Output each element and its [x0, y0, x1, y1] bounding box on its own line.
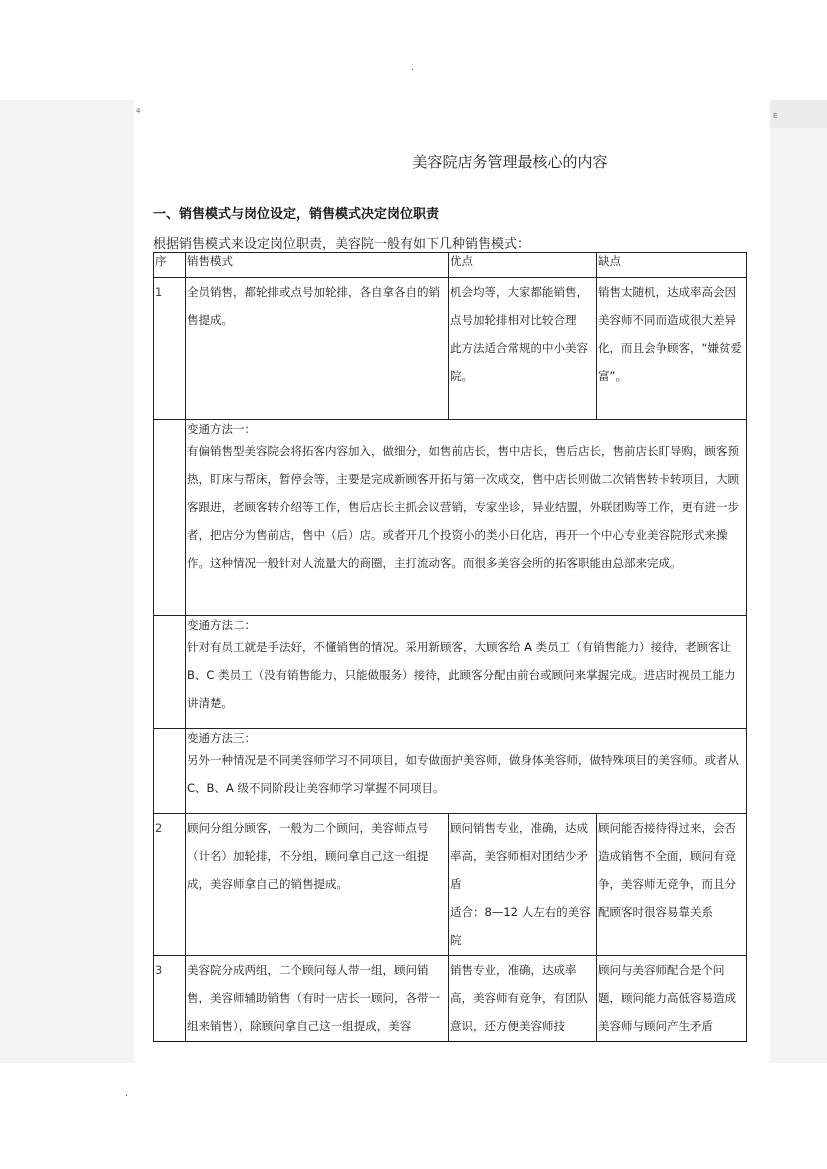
- variant-body: 针对有员工就是手法好，不懂销售的情况。采用新顾客，大顾客给 A 类员工（有销售能力）接待，老顾客让 B、C 类员工（没有销售能力，只能做服务）接待，此顾客分配由前台或顾问来掌握完成。进店时视员工能力讲清楚。: [187, 640, 736, 710]
- pros-line: 此方法适合常规的中小美容院。: [450, 341, 588, 383]
- row-sales-mode: 全员销售，都轮排或点号加轮排，各自拿各自的销售提成。: [186, 278, 449, 420]
- variant-row: [154, 420, 747, 616]
- row-pros: [449, 278, 597, 420]
- pros-line: 机会均等，大家都能销售，点号加轮排相对比较合理: [450, 285, 588, 327]
- document-title: 美容院店务管理最核心的内容: [412, 153, 608, 171]
- pros-line: 销售专业，准确，达成率高，美容师有竞争，有团队意识，还方便美容师技: [450, 963, 588, 1033]
- table-header-row: [154, 253, 747, 278]
- variant-row: [154, 616, 747, 729]
- row-serial-empty: [154, 420, 186, 616]
- table-row: [154, 956, 747, 1042]
- row-serial-empty: [154, 616, 186, 729]
- row-pros: [449, 956, 597, 1042]
- variant-title: 变通方法三：: [187, 731, 256, 745]
- table-row: [154, 814, 747, 956]
- sales-mode-table: [153, 252, 747, 1042]
- header-pros: 优点: [449, 253, 597, 278]
- pros-line: 顾问销售专业，准确，达成率高，美容师相对团结少矛盾: [450, 821, 588, 891]
- left-header-marker: 4: [136, 107, 141, 115]
- header-serial: 序: [154, 253, 186, 278]
- row-pros: [449, 814, 597, 956]
- row-serial: 3: [154, 956, 186, 1042]
- pros-line: 适合：8—12 人左右的美容院: [450, 905, 591, 947]
- variant-cell: [186, 616, 747, 729]
- left-margin-band: [0, 100, 134, 1063]
- right-header-tab: [770, 100, 827, 128]
- row-serial-empty: [154, 729, 186, 814]
- variant-body: 另外一种情况是不同美容师学习不同项目，如专做面护美容师，做身体美容师，做特殊项目的美容师。或者从 C、B、A 级不同阶段让美容师学习掌握不同项目。: [187, 753, 739, 795]
- top-dot: .: [411, 63, 414, 73]
- section-heading: 一、销售模式与岗位设定，销售模式决定岗位职责: [153, 207, 440, 222]
- row-cons: 顾问与美容师配合是个问题，顾问能力高低容易造成美容师与顾问产生矛盾: [597, 956, 747, 1042]
- variant-cell: [186, 420, 747, 616]
- header-cons: 缺点: [597, 253, 747, 278]
- variant-row: [154, 729, 747, 814]
- variant-body: 有偏销售型美容院会将拓客内容加入，做细分，如售前店长，售中店长，售后店长，售前店长盯导购，顾客预热，盯床与帮床，暂停会等，主要是完成新顾客开拓与第一次成交，售中店长则做二次销售转卡转项目，大顾客跟进，老顾客转介绍等工作，售后店长主抓会议营销，专家坐诊，异业结盟，外联团购等工作，更有进一步者，把店分为售前店，售中（后）店。或者开几个投资小的类小日化店，再开一个中心专业美容院形式来操作。这种情况一般针对人流量大的商圈，主打流动客。而很多美容会所的拓客职能由总部来完成。: [187, 444, 739, 570]
- row-serial: 2: [154, 814, 186, 956]
- row-cons: 销售太随机，达成率高会因美容师不同而造成很大差异化，而且会争顾客，“嫌贫爱富”。: [597, 278, 747, 420]
- header-sales-mode: 销售模式: [186, 253, 449, 278]
- intro-paragraph: 根据销售模式来设定岗位职责，美容院一般有如下几种销售模式：: [153, 237, 531, 252]
- row-cons: 顾问能否接待得过来，会否造成销售不全面，顾问有竞争，美容师无竞争，而且分配顾客时很容易靠关系: [597, 814, 747, 956]
- row-serial: 1: [154, 278, 186, 420]
- variant-title: 变通方法一：: [187, 422, 256, 436]
- right-header-marker: E: [773, 112, 778, 120]
- table-row: [154, 278, 747, 420]
- row-sales-mode: 美容院分成两组，二个顾问每人带一组，顾问销售，美容师辅助销售（有时一店长一顾问，各带一组来销售），除顾问拿自己这一组提成，美容: [186, 956, 449, 1042]
- variant-cell: [186, 729, 747, 814]
- right-margin-band: [770, 100, 827, 1063]
- variant-title: 变通方法二：: [187, 618, 256, 632]
- bottom-dot: .: [125, 1089, 128, 1099]
- row-sales-mode: 顾问分组分顾客，一般为二个顾问，美容师点号（计名）加轮排，不分组，顾问拿自己这一组提成，美容师拿自己的销售提成。: [186, 814, 449, 956]
